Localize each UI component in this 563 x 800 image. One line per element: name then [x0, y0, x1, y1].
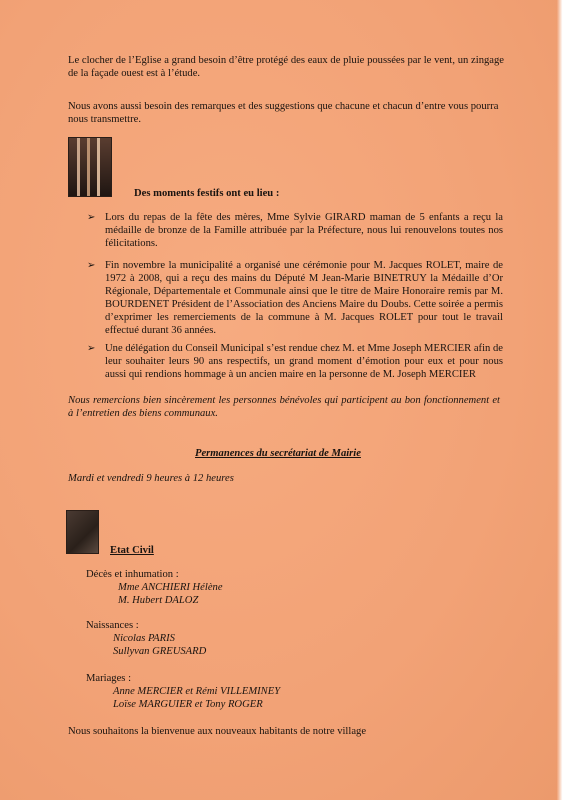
festive-photo-thumbnail	[68, 137, 112, 197]
welcome-paragraph: Nous souhaitons la bienvenue aux nouveaux habitants de notre village	[68, 726, 367, 737]
mariage-entry: Loïse MARGUIER et Tony ROGER	[113, 699, 263, 710]
festive-heading: Des moments festifs ont eu lieu :	[134, 188, 280, 199]
etat-civil-heading: Etat Civil	[110, 545, 154, 556]
bullet-icon: ➢	[87, 260, 96, 271]
page-edge	[557, 0, 563, 800]
deces-label: Décès et inhumation :	[86, 569, 179, 580]
festive-item-ceremonie: Fin novembre la municipalité a organisé une cérémonie pour M. Jacques ROLET, maire de 1972 à 2008, qui a reçu des mains du Député M Jean-Marie BINETRUY la Médaille d’Or Régionale, Départementale et Communale ainsi que le titre de Maire Honoraire remis par M. BOURDENET Président de l’Association des Anciens Maire du Doubs. Cette soirée a permis d’exprimer les remerciements de la commune à M. Jacques ROLET pour tout le travail effectué durant 36 années.	[105, 260, 503, 336]
clocher-paragraph: Le clocher de l’Eglise a grand besoin d’être protégé des eaux de pluie poussées par le vent, un zingage de la façade ouest est à l’étude.	[68, 55, 504, 79]
suggestions-paragraph: Nous avons aussi besoin des remarques et des suggestions que chacune et chacun d’entre vous pourra nous transmettre.	[68, 101, 499, 125]
festive-item-delegation: Une délégation du Conseil Municipal s’est rendue chez M. et Mme Joseph MERCIER afin de leur souhaiter leurs 90 ans respectifs, un grand moment d’émotion pour eux et pour nous aussi qui rendions hommage à un ancien maire en la personne de M. Joseph MERCIER	[105, 343, 503, 380]
bullet-icon: ➢	[87, 212, 96, 223]
deces-entry: Mme ANCHIERI Hélène	[118, 582, 223, 593]
mariage-entry: Anne MERCIER et Rémi VILLEMINEY	[113, 686, 281, 697]
permanences-heading: Permanences du secrétariat de Mairie	[195, 448, 361, 459]
deces-entry: M. Hubert DALOZ	[118, 595, 199, 606]
naissance-entry: Sullyvan GREUSARD	[113, 646, 207, 657]
naissance-entry: Nicolas PARIS	[113, 633, 175, 644]
bullet-icon: ➢	[87, 343, 96, 354]
permanences-hours: Mardi et vendredi 9 heures à 12 heures	[68, 473, 234, 484]
naissances-label: Naissances :	[86, 620, 139, 631]
festive-item-medaille: Lors du repas de la fête des mères, Mme Sylvie GIRARD maman de 5 enfants a reçu la médaille de bronze de la Famille attribuée par la Préfecture, nous lui renouvelons toutes nos félicitations.	[105, 212, 503, 249]
etat-civil-thumbnail	[66, 510, 99, 554]
thanks-paragraph: Nous remercions bien sincèrement les personnes bénévoles qui participent au bon fonctionnement et à l’entretien des biens communaux.	[68, 395, 500, 419]
mariages-label: Mariages :	[86, 673, 132, 684]
